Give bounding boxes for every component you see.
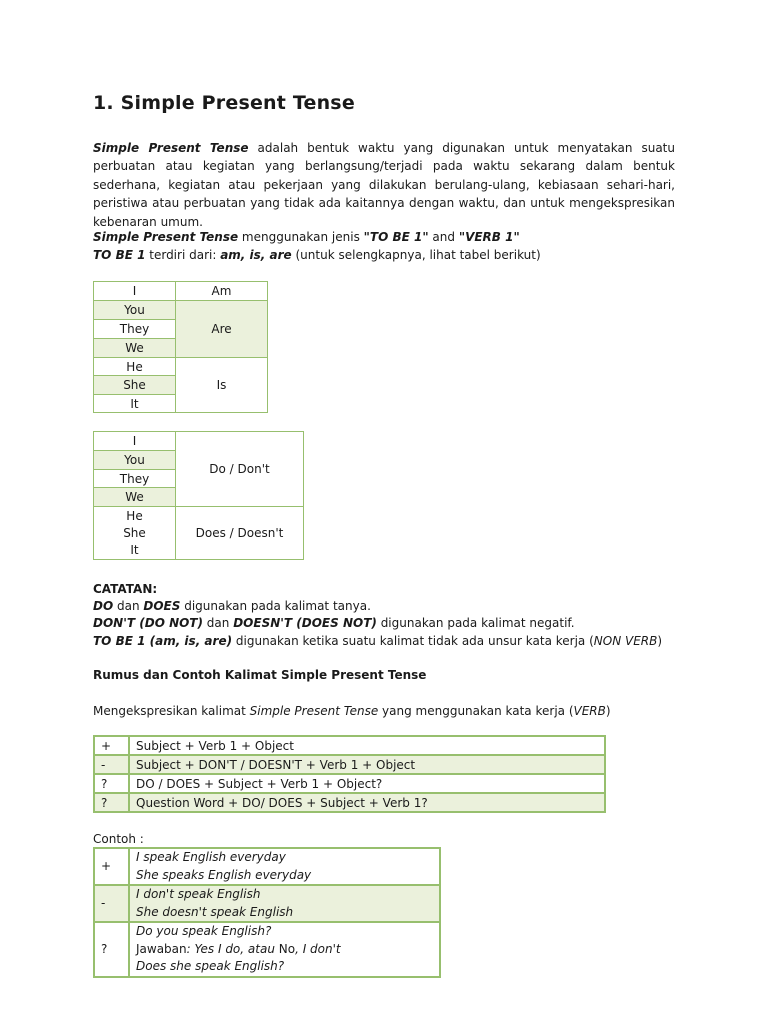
example-line: Do you speak English? bbox=[136, 924, 272, 939]
tobe1-term: TO BE 1 (am, is, are) bbox=[93, 634, 233, 648]
cell-is: Is bbox=[176, 358, 268, 413]
catatan-text: digunakan pada kalimat tanya. bbox=[180, 599, 371, 613]
usage-tobe: "TO BE 1" bbox=[363, 230, 429, 244]
cell-i: I bbox=[94, 282, 176, 301]
catatan-text: digunakan ketika suatu kalimat tidak ada unsur kata kerja ( bbox=[232, 634, 594, 648]
formula-sym: + bbox=[94, 736, 129, 755]
cell-are: Are bbox=[176, 301, 268, 358]
cell-you: You bbox=[94, 301, 176, 320]
cell-it: It bbox=[94, 395, 176, 413]
example-negative bbox=[129, 885, 440, 922]
cell-he-she-it bbox=[94, 507, 176, 560]
usage-line-2 bbox=[93, 246, 541, 264]
cell-she: She bbox=[123, 525, 146, 540]
answer-no: No bbox=[278, 941, 296, 956]
rumus-heading: Rumus dan Contoh Kalimat Simple Present Tense bbox=[93, 668, 427, 682]
cell-they: They bbox=[94, 320, 176, 339]
cell-it: It bbox=[130, 542, 139, 557]
answer-text: : Yes I do, atau bbox=[186, 941, 279, 956]
intro-paragraph bbox=[93, 139, 675, 231]
cell-am: Am bbox=[176, 282, 268, 301]
usage-rest: (untuk selengkapnya, lihat tabel berikut) bbox=[291, 248, 541, 262]
cell-we: We bbox=[94, 339, 176, 358]
cell-she: She bbox=[94, 376, 176, 395]
example-question bbox=[129, 922, 440, 977]
verb-intro-text: yang menggunakan kata kerja ( bbox=[378, 704, 574, 718]
dan-text: dan bbox=[202, 616, 234, 630]
intro-text: adalah bentuk waktu yang digunakan untuk menyatakan suatu perbuatan atau kegiatan yang berlangsung/terjadi pada waktu sekarang dalam bentuk sederhana, kegiatan atau pekerjaan yang dilakukan berulang-ulang, kebiasaan sehari-hari, peristiwa atau perbuatan yang tidak ada kaitannya dengan waktu, dan untuk mengekspresikan kebenaran umum. bbox=[93, 141, 675, 229]
example-line: I don't speak English bbox=[136, 887, 261, 901]
formula-table bbox=[93, 735, 606, 813]
do-does-table bbox=[93, 431, 304, 560]
contoh-label: Contoh : bbox=[93, 832, 144, 846]
cell-does-doesnt: Does / Doesn't bbox=[176, 507, 304, 560]
formula-sym: ? bbox=[94, 793, 129, 812]
usage-term: Simple Present Tense bbox=[93, 230, 239, 244]
verb-intro bbox=[93, 702, 611, 720]
usage-and: and bbox=[428, 230, 459, 244]
example-sym: - bbox=[94, 885, 129, 922]
does-term: DOES bbox=[143, 599, 181, 613]
intro-term: Simple Present Tense bbox=[93, 141, 249, 155]
catatan-line-1 bbox=[93, 597, 371, 615]
close-paren: ) bbox=[605, 704, 611, 718]
example-sym: ? bbox=[94, 922, 129, 977]
catatan-line-3 bbox=[93, 632, 662, 650]
answer-label: Jawaban bbox=[136, 941, 187, 956]
cell-you: You bbox=[94, 451, 176, 470]
page-title: 1. Simple Present Tense bbox=[93, 92, 355, 114]
dan-text: dan bbox=[113, 599, 144, 613]
formula-sym: ? bbox=[94, 774, 129, 793]
dont-term: DON'T (DO NOT) bbox=[93, 616, 203, 630]
nonverb-term: NON VERB bbox=[593, 634, 658, 648]
doesnt-term: DOESN'T (DOES NOT) bbox=[233, 616, 377, 630]
close-paren: ) bbox=[657, 634, 663, 648]
terdiri-text: terdiri dari: bbox=[145, 248, 221, 262]
cell-he: He bbox=[126, 508, 143, 523]
tobe-table bbox=[93, 281, 268, 413]
verb-intro-term: Simple Present Tense bbox=[249, 704, 379, 718]
formula-sym: - bbox=[94, 755, 129, 774]
verb-intro-text: Mengekspresikan kalimat bbox=[93, 704, 250, 718]
example-answer-line bbox=[136, 941, 439, 959]
tobe-forms: am, is, are bbox=[220, 248, 292, 262]
example-line: Does she speak English? bbox=[136, 959, 285, 974]
example-sym: + bbox=[94, 848, 129, 885]
formula-text: Subject + Verb 1 + Object bbox=[129, 736, 605, 755]
verb-term: VERB bbox=[573, 704, 606, 718]
answer-text: , I don't bbox=[295, 941, 341, 956]
do-term: DO bbox=[93, 599, 114, 613]
cell-i: I bbox=[94, 432, 176, 451]
example-line: I speak English everyday bbox=[136, 850, 286, 864]
cell-he: He bbox=[94, 358, 176, 376]
catatan-heading: CATATAN: bbox=[93, 582, 158, 596]
cell-they: They bbox=[94, 470, 176, 488]
tobe1-label: TO BE 1 bbox=[93, 248, 146, 262]
usage-text: menggunakan jenis bbox=[238, 230, 364, 244]
examples-table bbox=[93, 847, 441, 978]
formula-text: Subject + DON'T / DOESN'T + Verb 1 + Object bbox=[129, 755, 605, 774]
cell-we: We bbox=[94, 488, 176, 507]
catatan-line-2 bbox=[93, 614, 575, 632]
usage-verb: "VERB 1" bbox=[458, 230, 520, 244]
formula-text: Question Word + DO/ DOES + Subject + Verb 1? bbox=[129, 793, 605, 812]
usage-line-1 bbox=[93, 228, 520, 246]
example-line: She doesn't speak English bbox=[136, 904, 294, 919]
formula-text: DO / DOES + Subject + Verb 1 + Object? bbox=[129, 774, 605, 793]
catatan-text: digunakan pada kalimat negatif. bbox=[376, 616, 575, 630]
example-positive bbox=[129, 848, 440, 885]
example-line: She speaks English everyday bbox=[136, 867, 312, 882]
cell-do-dont: Do / Don't bbox=[176, 432, 304, 507]
